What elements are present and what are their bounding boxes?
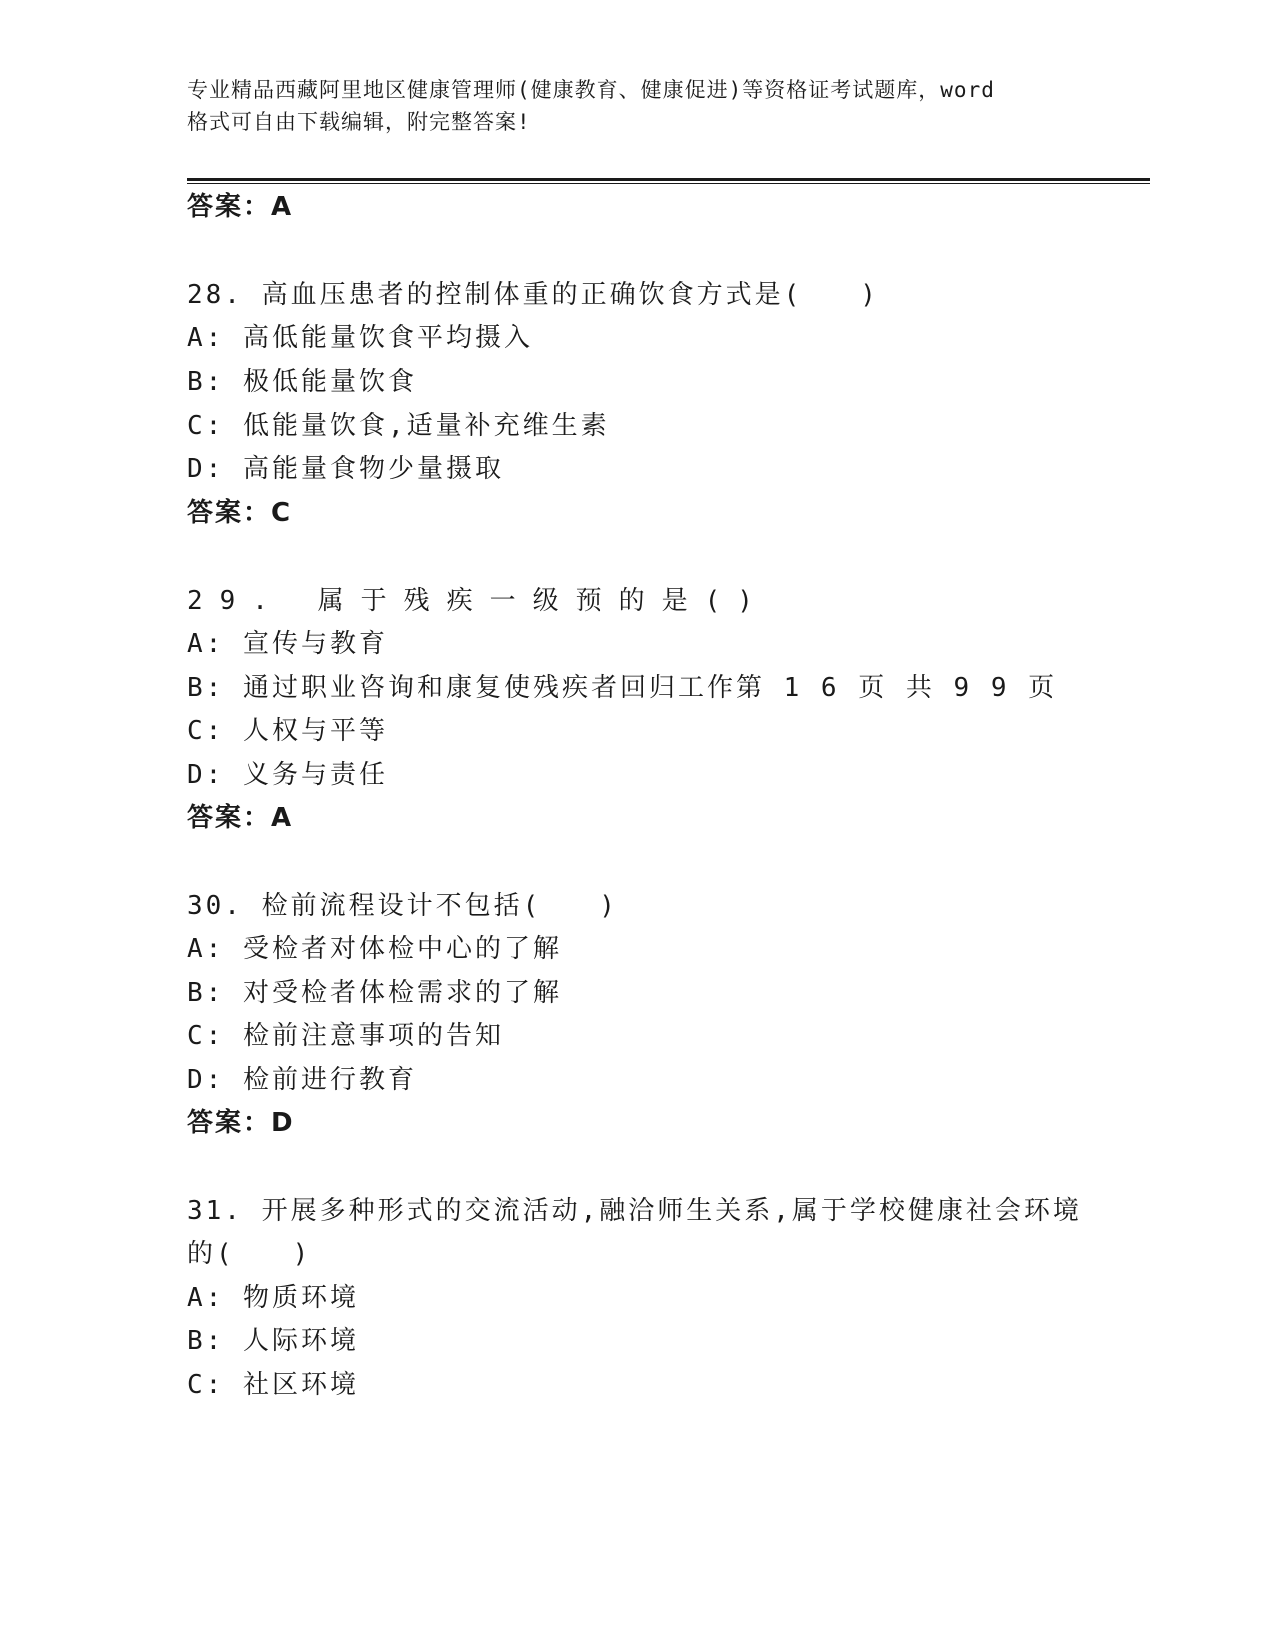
question-30-option-d: D: 检前进行教育 <box>187 1065 417 1095</box>
question-31-option-c: C: 社区环境 <box>187 1370 359 1400</box>
question-28-option-c: C: 低能量饮食,适量补充维生素 <box>187 411 610 441</box>
question-29-option-d: D: 义务与责任 <box>187 760 388 790</box>
question-31-option-a: A: 物质环境 <box>187 1283 359 1313</box>
header-line-1: 专业精品西藏阿里地区健康管理师(健康教育、健康促进)等资格证考试题库，word <box>187 78 995 102</box>
question-29-option-c: C: 人权与平等 <box>187 716 388 746</box>
answer-28: 答案：C <box>187 498 293 528</box>
question-31-stem-continued: 的( ) <box>187 1239 312 1269</box>
document-header <box>187 74 1087 138</box>
header-rule-thin <box>187 183 1150 184</box>
question-31-option-b: B: 人际环境 <box>187 1326 359 1356</box>
header-line-2: 格式可自由下载编辑，附完整答案! <box>187 110 531 134</box>
question-29-stem: 29. 属于残疾一级预的是() <box>187 586 770 616</box>
question-29-option-a: A: 宣传与教育 <box>187 629 388 659</box>
question-29-option-b: B: 通过职业咨询和康复使残疾者回归工作第 1 6 页 共 9 9 页 <box>187 673 1058 703</box>
header-rule-thick <box>187 178 1150 181</box>
question-30-option-b: B: 对受检者体检需求的了解 <box>187 978 562 1008</box>
question-28-stem: 28. 高血压患者的控制体重的正确饮食方式是( ) <box>187 280 879 310</box>
question-30-stem: 30. 检前流程设计不包括( ) <box>187 891 618 921</box>
question-28-option-d: D: 高能量食物少量摄取 <box>187 454 504 484</box>
question-28-option-b: B: 极低能量饮食 <box>187 367 417 397</box>
answer-29: 答案：A <box>187 803 294 833</box>
answer-27: 答案：A <box>187 192 294 222</box>
question-30-option-c: C: 检前注意事项的告知 <box>187 1021 504 1051</box>
question-31-stem: 31. 开展多种形式的交流活动,融洽师生关系,属于学校健康社会环境 <box>187 1196 1082 1226</box>
question-28-option-a: A: 高低能量饮食平均摄入 <box>187 323 533 353</box>
answer-30: 答案：D <box>187 1108 295 1138</box>
question-30-option-a: A: 受检者对体检中心的了解 <box>187 934 562 964</box>
